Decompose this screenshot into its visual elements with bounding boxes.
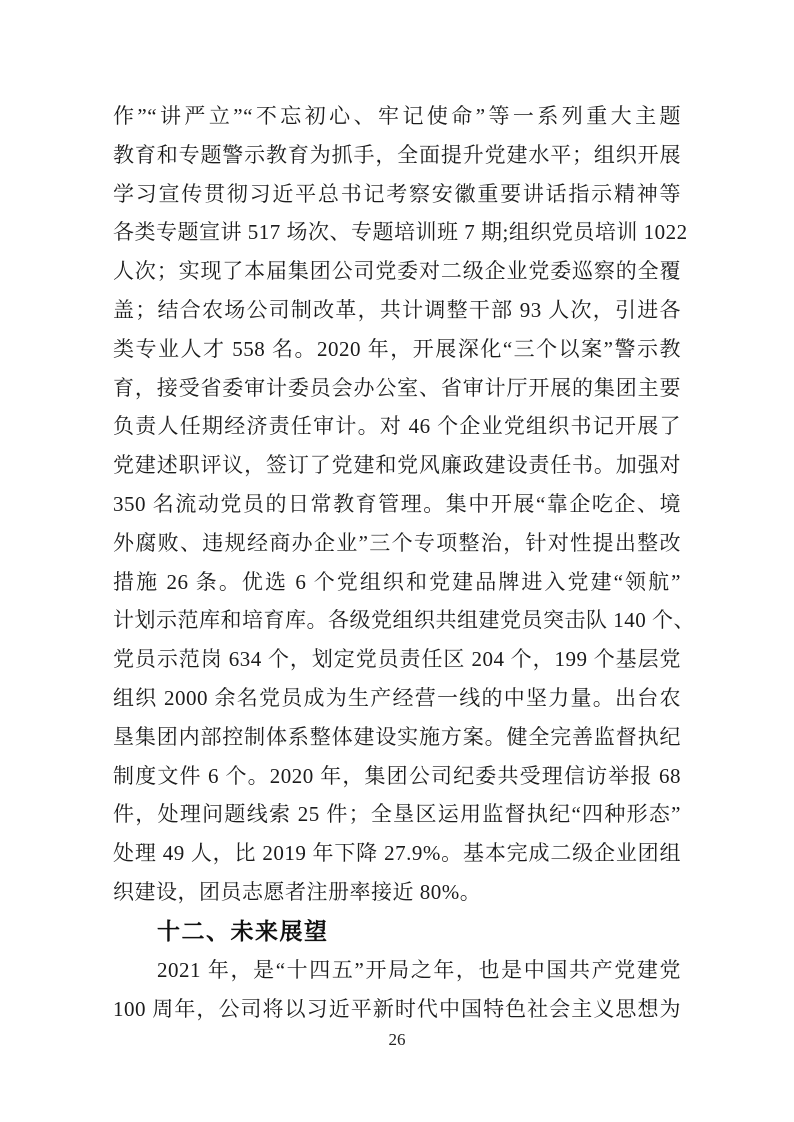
outlook-line: 100 周年，公司将以习近平新时代中国特色社会主义思想为 (113, 996, 681, 1021)
body-line: 外腐败、违规经商办企业”三个专项整治，针对性提出整改 (113, 530, 681, 555)
section-heading: 十二、未来展望 (157, 917, 329, 944)
body-line: 育，接受省委审计委员会办公室、省审计厅开展的集团主要 (113, 375, 681, 400)
body-line: 学习宣传贯彻习近平总书记考察安徽重要讲话指示精神等 (113, 181, 681, 206)
body-line: 各类专题宣讲 517 场次、专题培训班 7 期;组织党员培训 1022 (113, 220, 688, 245)
body-line: 作”“讲严立”“不忘初心、牢记使命”等一系列重大主题 (113, 104, 681, 128)
body-line: 类专业人才 558 名。2020 年，开展深化“三个以案”警示教 (113, 336, 681, 361)
body-line: 处理 49 人，比 2019 年下降 27.9%。基本完成二级企业团组 (113, 841, 681, 866)
body-line: 制度文件 6 个。2020 年，集团公司纪委共受理信访举报 68 (113, 763, 681, 788)
body-line: 组织 2000 余名党员成为生产经营一线的中坚力量。出台农 (113, 685, 681, 710)
body-line: 织建设，团员志愿者注册率接近 80%。 (113, 879, 482, 904)
body-line: 负责人任期经济责任审计。对 46 个企业党组织书记开展了 (113, 414, 681, 439)
body-line: 措施 26 条。优选 6 个党组织和党建品牌进入党建“领航” (113, 569, 681, 594)
body-line: 计划示范库和培育库。各级党组织共组建党员突击队 140 个、 (113, 608, 695, 633)
outlook-line: 2021 年，是“十四五”开局之年，也是中国共产党建党 (157, 957, 681, 982)
body-line: 党员示范岗 634 个，划定党员责任区 204 个，199 个基层党 (113, 647, 681, 672)
body-line: 盖；结合农场公司制改革，共计调整干部 93 人次，引进各 (113, 297, 681, 322)
body-line: 件，处理问题线索 25 件；全垦区运用监督执纪“四种形态” (113, 802, 681, 827)
page-number: 26 (388, 1030, 406, 1049)
body-line: 350 名流动党员的日常教育管理。集中开展“靠企吃企、境 (113, 491, 681, 516)
text-block (113, 97, 695, 1028)
body-line: 党建述职评议，签订了党建和党风廉政建设责任书。加强对 (113, 453, 681, 478)
body-line: 教育和专题警示教育为抓手，全面提升党建水平；组织开展 (113, 142, 681, 167)
body-line: 垦集团内部控制体系整体建设实施方案。健全完善监督执纪 (113, 724, 681, 749)
body-line: 人次；实现了本届集团公司党委对二级企业党委巡察的全覆 (113, 259, 681, 284)
